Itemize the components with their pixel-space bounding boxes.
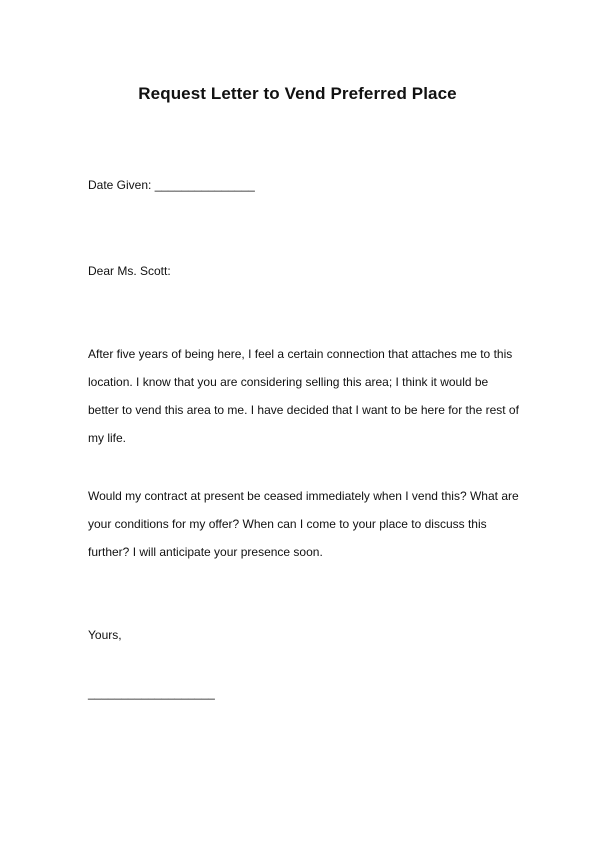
paragraph-line: Would my contract at present be ceased immediately when I vend this? What are xyxy=(88,489,519,503)
paragraph-line: better to vend this area to me. I have decided that I want to be here for the rest of xyxy=(88,403,519,417)
paragraph-line: location. I know that you are considering selling this area; I think it would be xyxy=(88,375,489,389)
closing: Yours, xyxy=(88,628,122,642)
body-paragraph-2 xyxy=(88,482,518,566)
signature-line: ___________________ xyxy=(88,686,215,700)
paragraph-line: my life. xyxy=(88,431,127,445)
paragraph-line: further? I will anticipate your presence soon. xyxy=(88,545,323,559)
date-line: Date Given: _______________ xyxy=(88,178,255,192)
body-paragraph-1 xyxy=(88,340,518,452)
paragraph-line: your conditions for my offer? When can I come to your place to discuss this xyxy=(88,517,487,531)
paragraph-line: After five years of being here, I feel a certain connection that attaches me to this xyxy=(88,347,513,361)
salutation: Dear Ms. Scott: xyxy=(88,264,171,278)
document-title: Request Letter to Vend Preferred Place xyxy=(138,84,457,103)
